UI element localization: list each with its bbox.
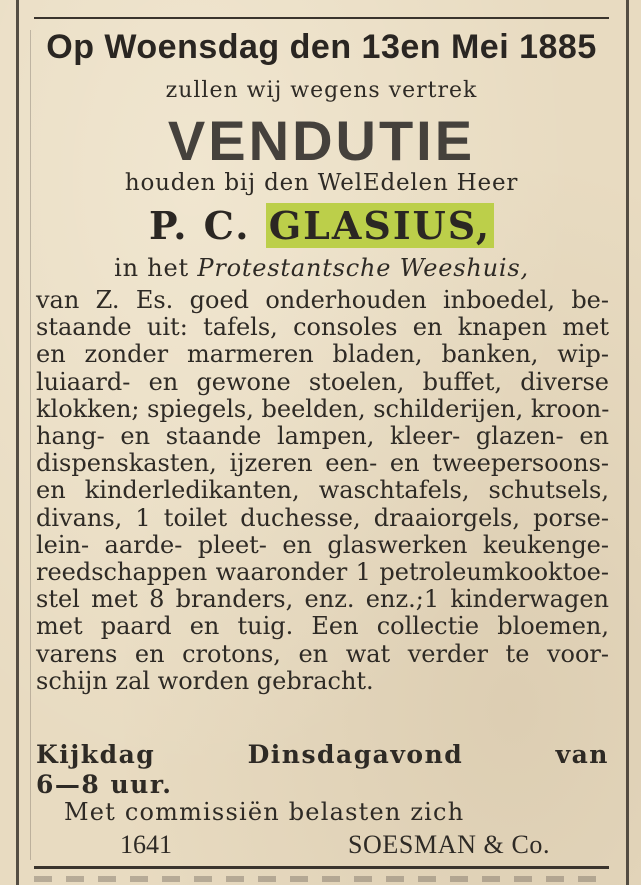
location-line [34, 254, 609, 282]
body-line: varens en crotons, en wat verder te voor- [36, 639, 609, 668]
body-line: luiaard- en gewone stoelen, buffet, diverse [36, 367, 609, 396]
bottom-border-rule [34, 866, 609, 869]
location-prefix: in het [114, 254, 198, 282]
next-ad-fragment [34, 876, 609, 882]
host-intro-text: houden bij den WelEdelen Heer [124, 170, 519, 196]
body-line: van Z. Es. goed onderhouden inboedel, be- [36, 286, 609, 314]
body-line: lein- aarde- pleet- en glaswerken keukenge- [36, 530, 609, 559]
body-line: staande uit: tafels, consoles en knapen met [36, 313, 609, 342]
host-initials: P. C. [148, 203, 266, 248]
location-name: Protestantsche Weeshuis, [197, 254, 529, 282]
body-line: dispenskasten, ijzeren een- en tweepersoons- [36, 449, 609, 478]
body-line: stel met 8 branders, enz. enz.;1 kinderwagen [36, 585, 609, 614]
right-border-rule [626, 0, 629, 885]
body-line: schijn zal worden gebracht. [36, 666, 374, 695]
top-border-rule [34, 17, 609, 19]
firm-name: SOESMAN & Co. [348, 830, 551, 859]
commission-text: Met commissiën belasten zich [64, 798, 465, 826]
viewing-hours-line: 6—8 uur. [36, 770, 173, 799]
ad-number: 1641 [120, 830, 172, 859]
auction-date-heading: Op Woensdag den 13en Mei 1885 [46, 28, 597, 66]
left-border-rule [16, 0, 19, 885]
highlighted-surname: GLASIUS, [266, 203, 494, 248]
body-line: divans, 1 toilet duchesse, draaiorgels, porse- [36, 503, 609, 532]
intro-text: zullen wij wegens vertrek [165, 78, 478, 103]
body-line: met paard en tuig. Een collectie bloemen, [36, 612, 609, 641]
inventory-description [36, 287, 609, 695]
left-inner-rule [30, 30, 31, 860]
body-line: en kinderledikanten, waschtafels, schutsels, [36, 476, 609, 505]
viewing-day-line: Kijkdag Dinsdagavond van [36, 740, 609, 769]
body-line: reedschappen waaronder 1 petroleumkooktoe- [36, 558, 609, 587]
auction-title: VENDUTIE [167, 109, 476, 172]
body-line: en zonder marmeren bladen, banken, wip- [36, 340, 609, 369]
host-name [34, 203, 609, 248]
body-line: klokken; spiegels, beelden, schilderijen, kroon- [36, 394, 610, 423]
body-line: hang- en staande lampen, kleer- glazen- en [36, 422, 609, 451]
